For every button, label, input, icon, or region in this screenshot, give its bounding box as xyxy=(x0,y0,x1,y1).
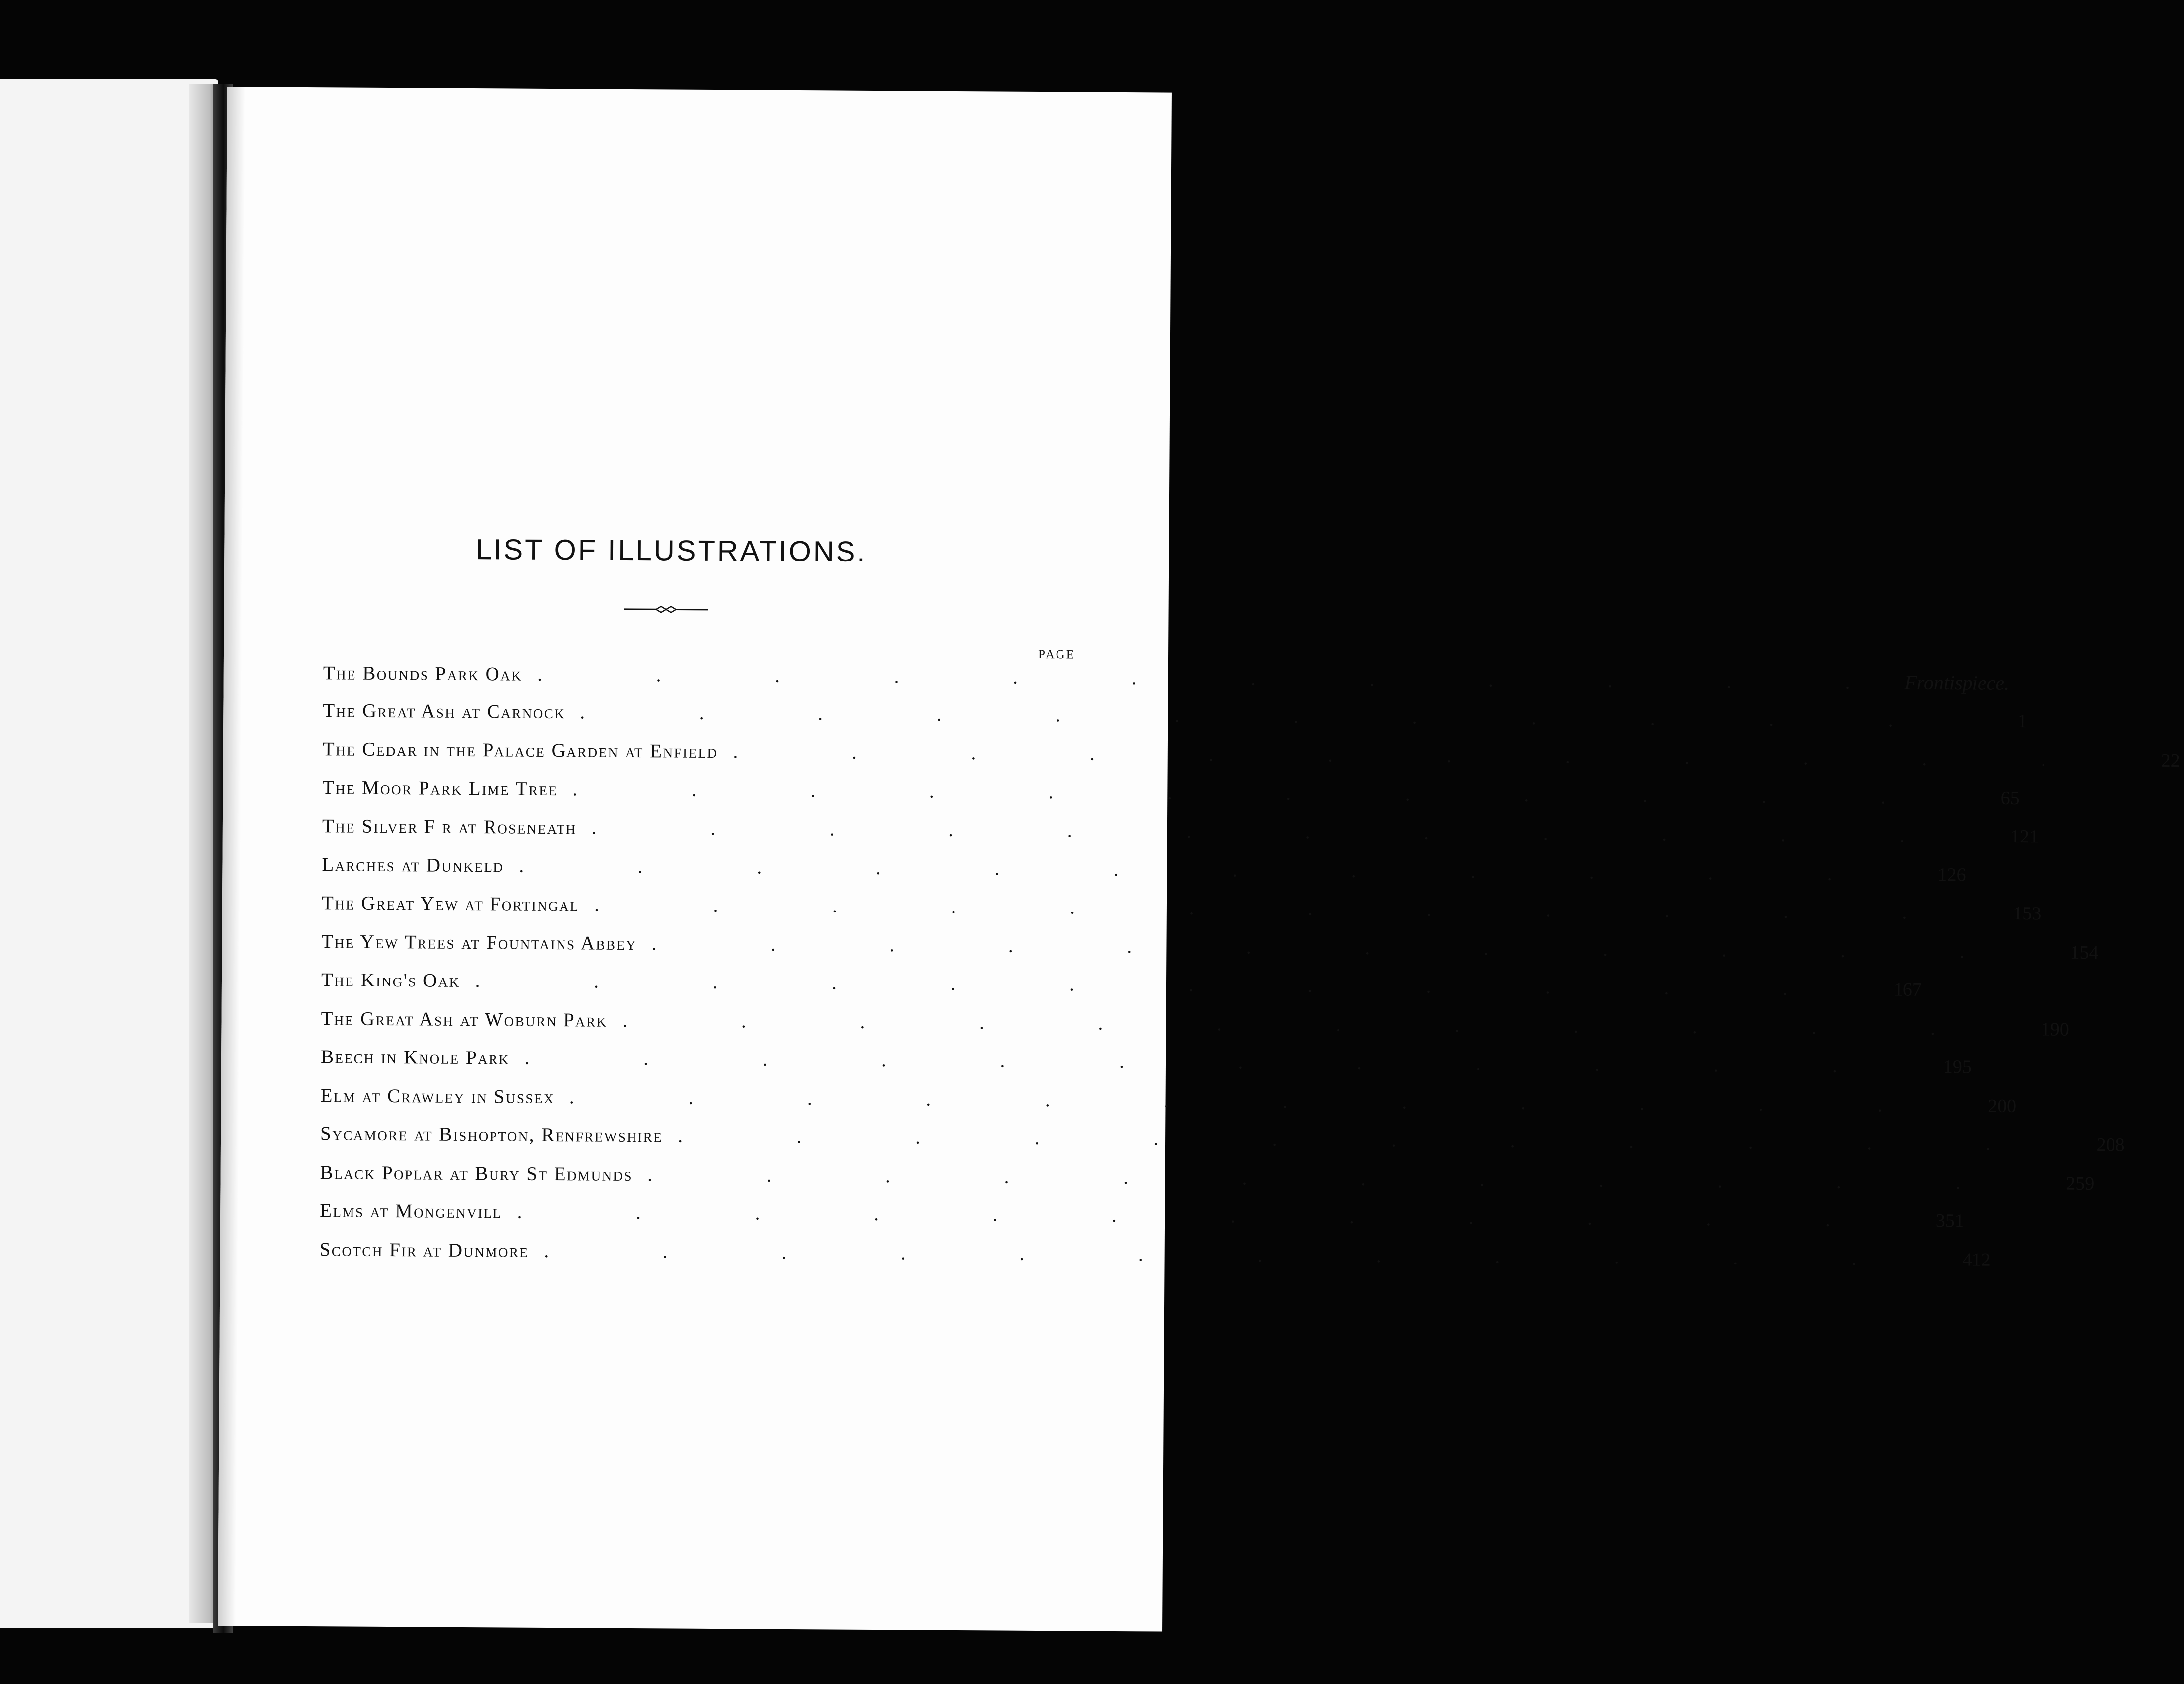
illustration-caption: The Cedar in the Palace Garden at Enfield xyxy=(322,738,718,763)
illustration-caption: Elms at Mongenvill xyxy=(320,1200,502,1223)
illustration-page-number: 190 xyxy=(2041,1018,2069,1040)
illustration-caption: The King's Oak xyxy=(321,969,460,991)
illustration-caption: The Yew Trees at Fountains Abbey xyxy=(321,930,637,954)
illustration-list xyxy=(319,661,2180,1281)
illustration-caption: Black Poplar at Bury St Edmunds xyxy=(320,1161,633,1185)
illustration-caption: Elm at Crawley in Sussex xyxy=(320,1084,555,1108)
right-page xyxy=(218,87,2180,1632)
list-item xyxy=(322,738,2180,781)
illustration-caption: Larches at Dunkeld xyxy=(322,853,504,876)
illustration-page-number: 1 xyxy=(2017,710,2027,732)
dot-leader: . . . . . . . . . . . . xyxy=(678,1125,2045,1155)
dot-leader: . . . . . . . . . . . . xyxy=(622,1009,1990,1040)
list-item xyxy=(320,1199,1964,1243)
illustration-caption: Beech in Knole Park xyxy=(320,1046,510,1069)
list-item xyxy=(319,1238,1991,1281)
dot-leader: . . . . . . . . . . . . xyxy=(647,1163,2015,1193)
illustration-page-number: Frontispiece. xyxy=(1904,671,2010,694)
dot-leader: . . . . . . . . . . . . xyxy=(569,1086,1937,1116)
list-item xyxy=(320,1161,2095,1204)
illustration-page-number: 121 xyxy=(2010,826,2039,847)
list-item xyxy=(321,1007,2069,1051)
dot-leader: . . . . . . . . . . . . xyxy=(594,894,1962,924)
dot-leader: . . . . . . . . . . . . xyxy=(572,778,1940,808)
illustration-page-number: 351 xyxy=(1935,1210,1964,1232)
list-item xyxy=(321,892,2042,935)
dot-leader: . . . . . . . . . . . . xyxy=(580,701,1948,731)
illustration-page-number: 208 xyxy=(2096,1134,2125,1156)
illustration-page-number: 126 xyxy=(1937,864,1966,885)
illustration-caption: Scotch Fir at Dunmore xyxy=(319,1238,529,1262)
dot-leader: . . . . . . . . . . . . xyxy=(591,817,1960,847)
decorative-rule-icon xyxy=(624,603,708,616)
illustration-page-number: 195 xyxy=(1943,1056,1972,1078)
list-item xyxy=(320,1123,2125,1166)
dot-leader: . . . . . . . . . . . . xyxy=(651,932,2019,963)
list-item xyxy=(320,1046,1972,1089)
dot-leader: . . . . . . . . . . . . xyxy=(524,1047,1892,1077)
illustration-page-number: 154 xyxy=(2070,942,2099,963)
illustration-caption: Sycamore at Bishopton, Renfrewshire xyxy=(320,1123,663,1147)
list-item xyxy=(322,815,2039,858)
illustration-caption: The Silver F r at Roseneath xyxy=(322,815,577,839)
page-title: LIST OF ILLUSTRATIONS. xyxy=(475,533,867,568)
illustration-page-number: 22 xyxy=(2161,750,2180,772)
dot-leader: . . . . . . . . . . . . xyxy=(519,855,1887,885)
list-item xyxy=(321,969,1922,1012)
dot-leader: . . . . . . . . . . . . xyxy=(537,663,1905,694)
illustration-page-number: 259 xyxy=(2066,1173,2095,1194)
dot-leader: . . . . . . . . . . . . xyxy=(544,1240,1911,1270)
dot-leader: . . . . . . . . . . . . xyxy=(475,970,1843,1000)
illustration-caption: The Bounds Park Oak xyxy=(323,662,523,685)
list-item xyxy=(322,853,1966,897)
dot-leader: . . . . . . . . . . . . xyxy=(517,1201,1885,1231)
page-column-label: PAGE xyxy=(1038,647,1076,662)
illustration-page-number: 153 xyxy=(2013,903,2042,924)
illustration-page-number: 65 xyxy=(2000,787,2020,809)
list-item xyxy=(323,700,2027,743)
illustration-page-number: 412 xyxy=(1962,1249,1991,1270)
list-item xyxy=(320,1084,2017,1127)
illustration-caption: The Great Ash at Carnock xyxy=(323,700,565,723)
illustration-caption: The Great Ash at Woburn Park xyxy=(321,1007,608,1031)
illustration-page-number: 167 xyxy=(1893,979,1922,1000)
illustration-caption: The Moor Park Lime Tree xyxy=(322,776,558,800)
list-item xyxy=(323,661,2010,704)
illustration-caption: The Great Yew at Fortingal xyxy=(321,892,580,915)
list-item xyxy=(321,930,2099,974)
illustration-page-number: 200 xyxy=(1988,1095,2017,1117)
list-item xyxy=(322,776,2020,820)
left-page-edge xyxy=(0,79,218,1628)
dot-leader: . . . . . . . . . . . . xyxy=(733,741,2101,771)
